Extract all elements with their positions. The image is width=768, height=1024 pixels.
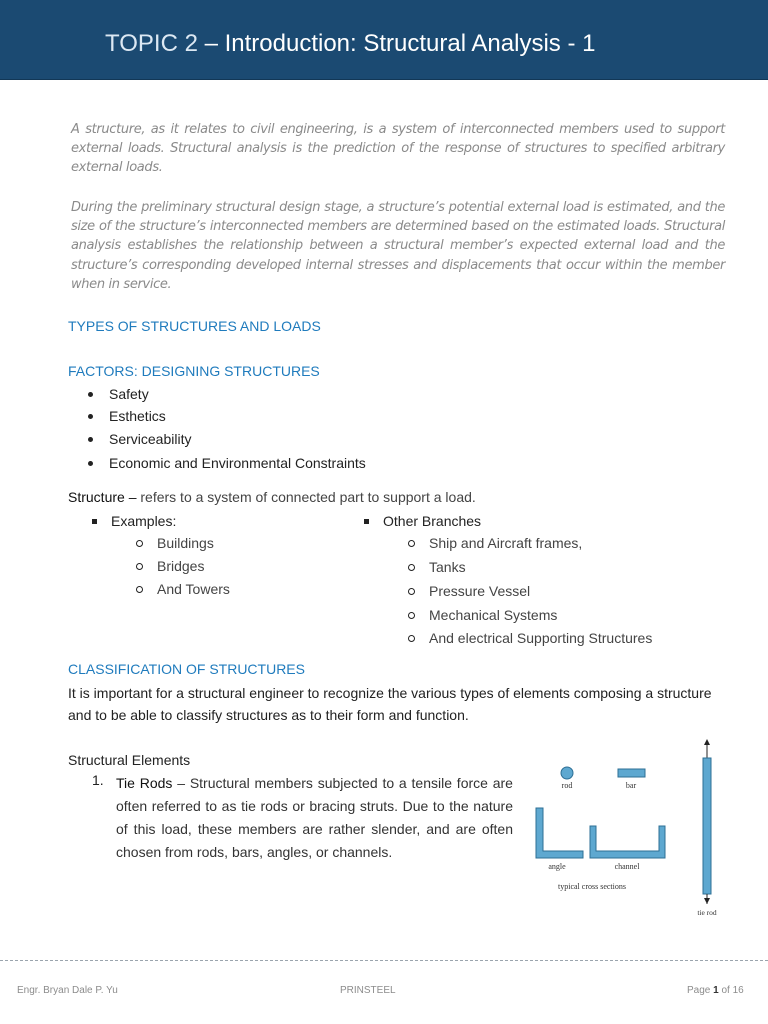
- factors-heading: FACTORS: DESIGNING STRUCTURES: [68, 363, 320, 379]
- arrowhead-down-icon: [704, 898, 710, 904]
- circle-bullet-icon: [136, 563, 143, 570]
- tie-rods-text: – Structural members subjected to a tensile force are often referred to as tie rods or bracing struts. Due to the nature of this load, these members are rather slender, and are often chosen from rods, bars, angles, or channels.: [116, 775, 513, 860]
- branch-item: Mechanical Systems: [408, 607, 557, 623]
- square-bullet-icon: [92, 519, 97, 524]
- footer-page-number: Page 1 of 16: [687, 985, 744, 996]
- circle-bullet-icon: [136, 586, 143, 593]
- angle-section-icon: [536, 808, 583, 858]
- square-bullet-icon: [364, 519, 369, 524]
- bullet-dot-icon: [88, 392, 93, 397]
- circle-bullet-icon: [408, 540, 415, 547]
- page-header: [0, 0, 768, 80]
- intro-paragraph-2: During the preliminary structural design stage, a structure’s potential external load is estimated, and the size of the structure’s interconnected members are determined based on the estimated loads. Structural analysis establishes the relationship between a structural member’s expected external load and the structure’s corresponding developed internal stresses and displacements that occur within the member when in service.: [71, 200, 725, 292]
- branch-item: Pressure Vessel: [408, 583, 530, 599]
- other-branches-label: Other Branches: [364, 513, 481, 529]
- angle-label: angle: [548, 862, 566, 871]
- circle-bullet-icon: [136, 540, 143, 547]
- factor-item: Serviceability: [88, 431, 191, 447]
- structure-term: Structure –: [68, 489, 137, 505]
- channel-section-icon: [590, 826, 665, 858]
- bullet-dot-icon: [88, 461, 93, 466]
- rod-section-icon: [561, 767, 573, 779]
- bullet-dot-icon: [88, 437, 93, 442]
- types-heading: TYPES OF STRUCTURES AND LOADS: [68, 318, 321, 334]
- branch-item: Tanks: [408, 559, 466, 575]
- factor-item: Safety: [88, 386, 149, 402]
- classification-heading: CLASSIFICATION OF STRUCTURES: [68, 661, 305, 677]
- structural-elements-heading: Structural Elements: [68, 752, 191, 768]
- branch-item: And electrical Supporting Structures: [408, 630, 652, 646]
- topic-label: TOPIC 2: [105, 30, 198, 57]
- rod-label: rod: [561, 781, 573, 790]
- examples-label: Examples:: [92, 513, 176, 529]
- factor-item: Esthetics: [88, 408, 166, 424]
- example-item: And Towers: [136, 581, 230, 597]
- circle-bullet-icon: [408, 564, 415, 571]
- branch-item: Ship and Aircraft frames,: [408, 535, 582, 551]
- intro-paragraph-1: A structure, as it relates to civil engineering, is a system of interconnected members used to support external loads. Structural analysis is the prediction of the response of structures to specified arbitrary external loads.: [71, 122, 725, 176]
- circle-bullet-icon: [408, 635, 415, 642]
- factor-item: Economic and Environmental Constraints: [88, 455, 366, 471]
- bar-label: bar: [625, 781, 637, 790]
- example-item: Bridges: [136, 558, 204, 574]
- circle-bullet-icon: [408, 588, 415, 595]
- bar-section-icon: [618, 769, 645, 777]
- topic-title: – Introduction: Structural Analysis - 1: [197, 30, 596, 57]
- arrowhead-up-icon: [704, 739, 710, 745]
- channel-label: channel: [614, 862, 640, 871]
- tie-rod-label: tie rod: [697, 908, 717, 917]
- classification-text: It is important for a structural engineer to recognize the various types of elements composing a structure and to be able to classify structures as to their form and function.: [68, 685, 712, 723]
- footer-author: Engr. Bryan Dale P. Yu: [17, 985, 118, 996]
- footer-course: PRINSTEEL: [340, 985, 396, 996]
- tie-rod-figure: [520, 738, 730, 928]
- bullet-dot-icon: [88, 414, 93, 419]
- list-number: 1.: [92, 772, 104, 788]
- tie-rods-paragraph: [116, 772, 513, 864]
- example-item: Buildings: [136, 535, 214, 551]
- circle-bullet-icon: [408, 612, 415, 619]
- tie-rods-term: Tie Rods: [116, 775, 173, 791]
- structure-text: refers to a system of connected part to support a load.: [136, 489, 476, 505]
- footer-divider: [0, 960, 768, 961]
- page-title: [105, 30, 595, 58]
- cross-sections-caption: typical cross sections: [558, 882, 626, 891]
- tie-rod-member-icon: [703, 758, 711, 894]
- structure-definition: [68, 489, 476, 505]
